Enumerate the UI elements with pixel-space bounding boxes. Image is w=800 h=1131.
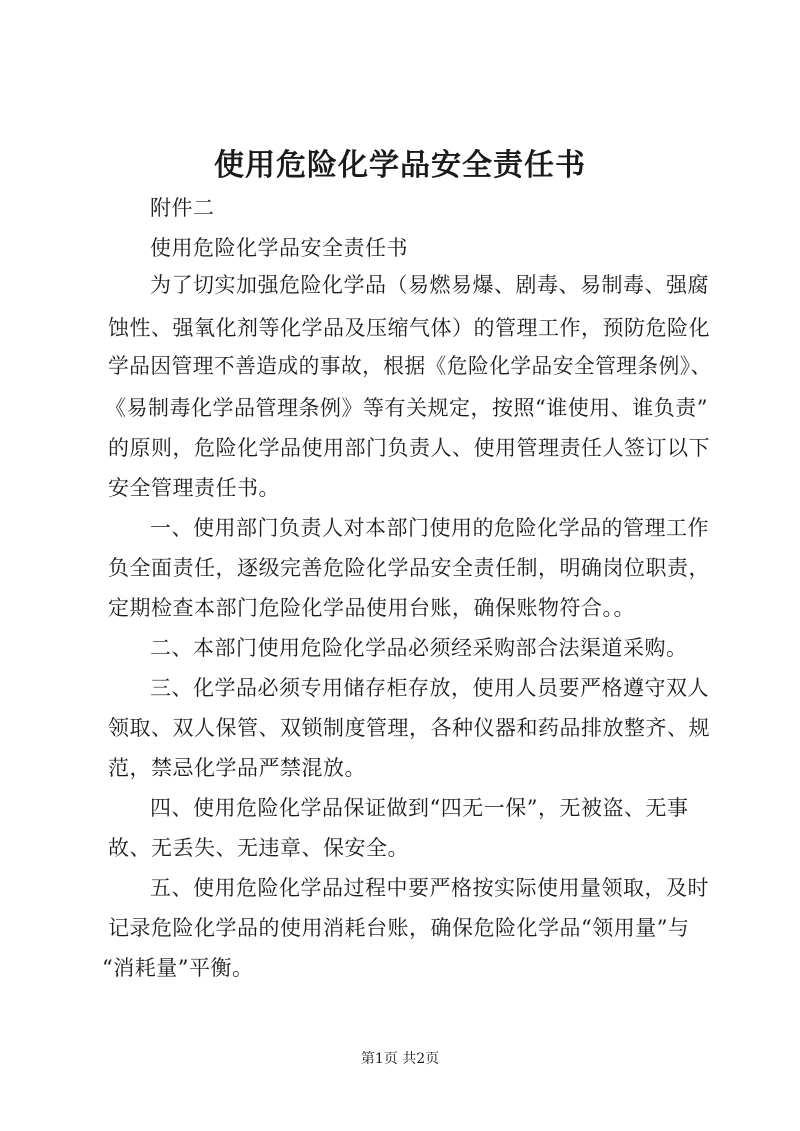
clause-5-line-2: 记录危险化学品的使用消耗台账，确保危险化学品“领用量”与	[108, 916, 690, 940]
clause-2-line-1: 二、本部门使用危险化学品必须经采购部合法渠道采购。	[150, 636, 688, 660]
clause-1-line-1: 一、使用部门负责人对本部门使用的危险化学品的管理工作	[150, 516, 709, 540]
clause-3-line-2: 领取、双人保管、双锁制度管理，各种仪器和药品排放整齐、规	[108, 716, 710, 740]
clause-1-line-2: 负全面责任，逐级完善危险化学品安全责任制，明确岗位职责，	[108, 556, 710, 580]
page-number-footer: 第1页 共2页	[360, 1051, 440, 1067]
intro-line-5: 的原则，危险化学品使用部门负责人、使用管理责任人签订以下	[108, 436, 710, 460]
intro-line-6: 安全管理责任书。	[108, 476, 280, 500]
intro-line-2: 蚀性、强氧化剂等化学品及压缩气体）的管理工作，预防危险化	[108, 316, 710, 340]
clause-4-line-1: 四、使用危险化学品保证做到“四无一保”，无被盗、无事	[150, 796, 689, 820]
clause-5-line-1: 五、使用危险化学品过程中要严格按实际使用量领取，及时	[150, 876, 709, 900]
subtitle-line: 使用危险化学品安全责任书	[150, 236, 408, 260]
clause-1-line-3: 定期检查本部门危险化学品使用台账，确保账物符合。。	[108, 596, 635, 620]
document-title: 使用危险化学品安全责任书	[214, 148, 586, 183]
attachment-label: 附件二	[150, 196, 215, 220]
clause-3-line-1: 三、化学品必须专用储存柜存放，使用人员要严格遵守双人	[150, 676, 709, 700]
clause-3-line-3: 范，禁忌化学品严禁混放。	[108, 756, 366, 780]
intro-line-4: 《易制毒化学品管理条例》等有关规定，按照“谁使用、谁负责”	[105, 396, 708, 420]
clause-5-line-3: “消耗量”平衡。	[102, 956, 254, 980]
intro-line-1: 为了切实加强危险化学品（易燃易爆、剧毒、易制毒、强腐	[150, 273, 709, 297]
clause-4-line-2: 故、无丢失、无违章、保安全。	[108, 836, 409, 860]
intro-line-3: 学品因管理不善造成的事故，根据《危险化学品安全管理条例》、	[108, 354, 712, 378]
